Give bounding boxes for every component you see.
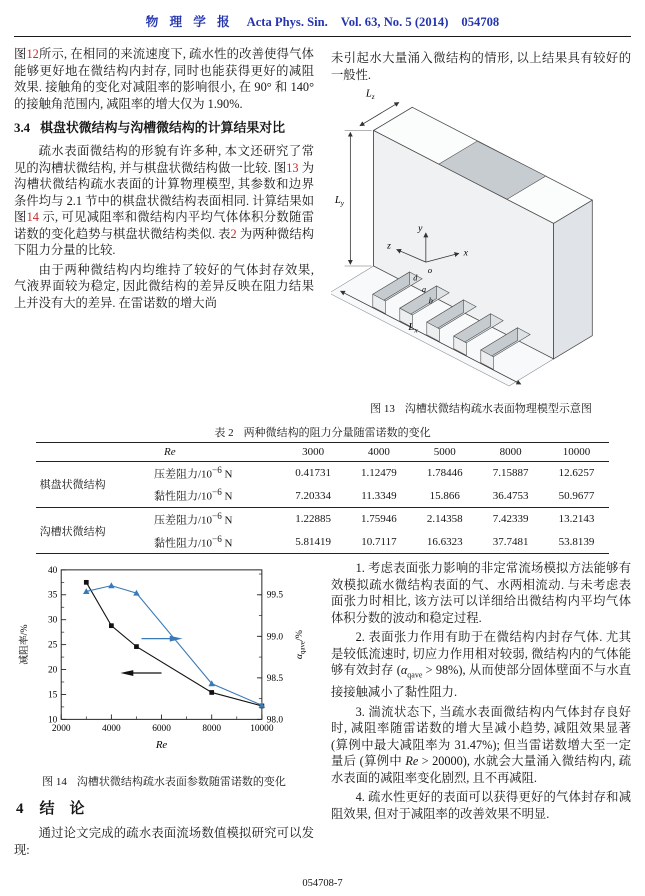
section-3-4-heading <box>14 120 314 137</box>
table-cell: 5.81419 <box>295 535 331 548</box>
groove-label-b: b <box>428 296 433 306</box>
table-cell: 12.6257 <box>558 466 595 479</box>
table-cell: 0.41731 <box>295 466 331 479</box>
text-segment: 2. 表面张力作用有助于在微结构内封存气体. 尤其是较低流速时, 切应力作用相对较弱, 微结构内的气体能够有效封存 ( <box>331 630 631 678</box>
fig13-caption-text: 沟槽状微结构疏水表面物理模型示意图 <box>404 402 592 415</box>
text-segment: 13 <box>286 160 299 175</box>
upper-columns <box>14 46 631 418</box>
paragraph: 通过论文完成的疏水表面流场数值模拟研究可以发现: <box>14 826 314 857</box>
text-segment: > 20000), 水就会大量涌入微结构内, 疏水表面的减阻率变化剧烈, 且不再减阻. <box>331 754 631 785</box>
y-left-tick-label: 35 <box>47 590 58 601</box>
fig14-caption-text: 沟槽状微结构疏水表面参数随雷诺数的变化 <box>76 775 286 788</box>
y-left-axis-label: 减阻率/% <box>18 624 30 666</box>
text-segment: 所示, 在相同的来流速度下, 疏水性的改善使得气体能够更好地在微结构内封存, 同时也能获得更好的减阻效果. 接触角的变化对减阻率的影响很小, 在 90° 和 140° 的接触角范围内, 减阻率的增大仅为 1.90%. <box>14 47 314 111</box>
table-cell: 53.8139 <box>558 535 595 548</box>
fig14-block <box>14 562 314 771</box>
exponent: −6 <box>212 487 222 498</box>
right-column-bottom <box>331 560 631 825</box>
table-cell: 棋盘状微结构 <box>39 479 106 492</box>
journal-name-cn: 物 理 学 报 <box>145 15 234 29</box>
conclusion-1 <box>331 560 631 626</box>
text-segment: 图 <box>14 47 27 61</box>
table-cell: 压差阻力$/10^{-6}$ N <box>153 510 233 527</box>
marker-square <box>134 644 139 649</box>
header-rule <box>14 36 631 37</box>
text-segment: > 98%), 从而使部分固体壁面不与水直接接触减小了黏性阻力. <box>331 663 631 700</box>
axis-z-label: z <box>387 240 391 252</box>
table2-block <box>14 426 631 555</box>
page-number: 054708-7 <box>302 878 343 889</box>
series-line-triangle <box>86 586 262 706</box>
table-cell: 7.20334 <box>295 489 331 502</box>
table-row <box>36 507 610 530</box>
y-left-tick-label: 20 <box>47 665 58 676</box>
series-line-square <box>86 583 262 707</box>
text-segment: 14 <box>26 210 39 224</box>
section-4-heading <box>16 801 314 818</box>
dim-label-Ly: $L_y$ <box>334 195 345 208</box>
paragraph: 未引起水大量涌入微结构的情形, 以上结果具有较好的一般性. <box>331 51 631 82</box>
table-cell <box>36 442 150 461</box>
text-segment: 示, 可见减阻率和微结构内平均气体体积分数随雷诺数的变化趋势与棋盘状微结构类似. 表 <box>14 210 314 241</box>
annotation-arrow-head <box>121 670 134 676</box>
table-cell: 1.78446 <box>426 466 463 479</box>
y-left-tick-label: 30 <box>47 615 58 626</box>
table-cell: 37.7481 <box>492 535 529 548</box>
exponent: −6 <box>212 464 222 475</box>
table-cell: 1.75946 <box>361 513 397 526</box>
table2-head <box>36 442 610 461</box>
table-cell: 沟槽状微结构 <box>39 525 106 538</box>
text-segment: 12 <box>26 47 39 61</box>
table-cell: 15.866 <box>429 489 460 502</box>
y-left-tick-label: 25 <box>47 640 58 651</box>
table-cell: 13.2143 <box>558 513 595 526</box>
table-cell: 10.7117 <box>361 535 397 548</box>
table-cell: 16.6323 <box>426 535 463 548</box>
slab-right-face <box>554 200 593 359</box>
fig14-chart <box>14 562 314 771</box>
table-cell: 压差阻力$/10^{-6}$ N <box>153 464 233 481</box>
table-row <box>36 461 610 484</box>
x-tick-label: 10000 <box>250 724 274 735</box>
text-segment: /% <box>294 630 306 642</box>
fig13-model-diagram <box>331 86 631 398</box>
section-title: 棋盘状微结构与沟槽微结构的计算结果对比 <box>40 121 286 135</box>
table-cell: 1.12479 <box>361 466 397 479</box>
y-left-tick-label: 40 <box>47 566 58 577</box>
section-number: 4 <box>16 800 24 817</box>
axis-x-label: x <box>463 247 468 259</box>
x-tick-label: 8000 <box>202 724 222 735</box>
dim-label-Lx: $L_x$ <box>408 321 418 335</box>
conclusion-2 <box>331 629 631 700</box>
y-right-tick-label: 99.5 <box>266 590 284 601</box>
x-tick-label: 6000 <box>152 724 171 735</box>
text-segment: 4. 疏水性更好的表面可以获得更好的气体封存和减阻效果, 但对于减阻率的改善效果不明显. <box>331 790 631 821</box>
y-right-tick-label: 98.5 <box>266 674 284 685</box>
fig14-caption-label: 图 14 <box>42 775 67 788</box>
x-axis-label: Re <box>155 739 168 752</box>
table-cell: 10000 <box>562 445 591 458</box>
groove-label-d: d <box>413 273 418 283</box>
table-cell: 8000 <box>499 445 522 458</box>
table-cell: Re <box>163 445 176 458</box>
table-cell: 1.22885 <box>295 513 331 526</box>
left-column-top <box>14 46 314 314</box>
marker-triangle <box>108 583 114 589</box>
table2-caption <box>20 426 625 440</box>
section-title: 结 论 <box>39 800 85 817</box>
lower-columns <box>14 560 631 861</box>
table-cell: 11.3349 <box>361 489 397 502</box>
right-column-top <box>331 50 631 418</box>
text-segment: qave <box>299 641 307 655</box>
table2-body <box>36 461 610 554</box>
table2-caption-text: 两种微结构的阻力分量随雷诺数的变化 <box>243 426 431 439</box>
text-segment: Re <box>405 754 419 769</box>
groove-label-a: a <box>421 285 427 295</box>
journal-header <box>14 6 631 33</box>
paragraph <box>14 143 314 259</box>
fig14-caption <box>20 775 308 789</box>
text-segment: qave <box>407 670 423 680</box>
table-cell: 黏性阻力$/10^{-6}$ N <box>153 487 233 503</box>
section-number: 3.4 <box>14 121 31 135</box>
y-right-axis-label <box>294 630 306 659</box>
marker-square <box>84 580 89 585</box>
left-column-bottom <box>14 560 314 861</box>
axis-y-label: y <box>418 223 423 235</box>
text-segment: 3. 湍流状态下, 当疏水表面微结构内气体封存良好时, 减阻率随雷诺数的增大呈减小趋势, 减阻效果显著 (算例中最大减阻率为 31.47%); 但当雷诺数增大至一定量后 (算例中 <box>331 704 631 769</box>
marker-square <box>209 690 214 695</box>
dim-label-Lz: $L_z$ <box>365 88 375 102</box>
table-cell: 5000 <box>433 445 456 458</box>
table-cell: 3000 <box>302 445 325 458</box>
table2 <box>36 442 610 555</box>
text-segment: 1. 考虑表面张力影响的非定常流场模拟方法能够有效模拟疏水微结构表面的气、水两相流动. 与未考虑表面张力时相比, 该方法可以详细给出微结构内平均气体体积分数的波动和稳定过程. <box>331 561 631 625</box>
exponent: −6 <box>212 533 222 544</box>
y-right-tick-label: 98.0 <box>266 715 284 726</box>
marker-square <box>109 624 114 629</box>
journal-volume: Vol. 63, No. 5 (2014) <box>340 15 449 29</box>
y-right-tick-label: 99.0 <box>266 632 284 643</box>
text-segment: α <box>400 663 408 678</box>
y-left-tick-label: 15 <box>47 690 58 701</box>
origin-label: o <box>427 264 433 275</box>
exponent: −6 <box>212 510 222 521</box>
text-segment: 疏水表面微结构的形貌有许多种, 本文还研究了常见的沟槽状微结构, 并与棋盘状微结构做一比较. 图 <box>14 144 314 175</box>
table2-caption-label: 表 2 <box>214 426 234 439</box>
table-cell: 36.4753 <box>492 489 529 502</box>
text-segment: 为两种微结构下阻力分量的比较. <box>14 226 315 257</box>
table-cell: 2.14358 <box>426 513 463 526</box>
x-tick-label: 2000 <box>51 724 71 735</box>
fig13-caption <box>337 402 625 416</box>
y-left-tick-label: 10 <box>47 715 58 726</box>
table-cell: 4000 <box>367 445 390 458</box>
x-tick-label: 4000 <box>102 724 121 735</box>
text-segment: α <box>294 654 306 660</box>
fig13-caption-label: 图 13 <box>370 402 395 415</box>
journal-name-en: Acta Phys. Sin. <box>246 15 328 29</box>
paragraph <box>14 46 314 112</box>
article-number: 054708 <box>461 15 500 29</box>
text-segment: 2 <box>230 226 237 241</box>
text-segment: 为沟槽状微结构疏水表面的计算物理模型, 其参数和边界条件均与 2.1 节中的棋盘状微结构表面相同. 计算结果如图 <box>14 160 314 224</box>
table-cell: 7.15887 <box>492 466 529 479</box>
table-cell: 7.42339 <box>492 513 529 526</box>
conclusion-4 <box>331 789 631 822</box>
plot-frame <box>61 570 262 720</box>
paragraph: 由于两种微结构内均维持了较好的气体封存效果, 气液界面较为稳定, 因此微结构的差异反映在阻力结果上并没有大的差异. 在雷诺数的增大尚 <box>14 262 314 310</box>
table-cell: 黏性阻力$/10^{-6}$ N <box>153 533 233 550</box>
table2-header-row <box>36 442 610 461</box>
table-cell: 50.9677 <box>558 489 595 502</box>
conclusion-3 <box>331 704 631 787</box>
